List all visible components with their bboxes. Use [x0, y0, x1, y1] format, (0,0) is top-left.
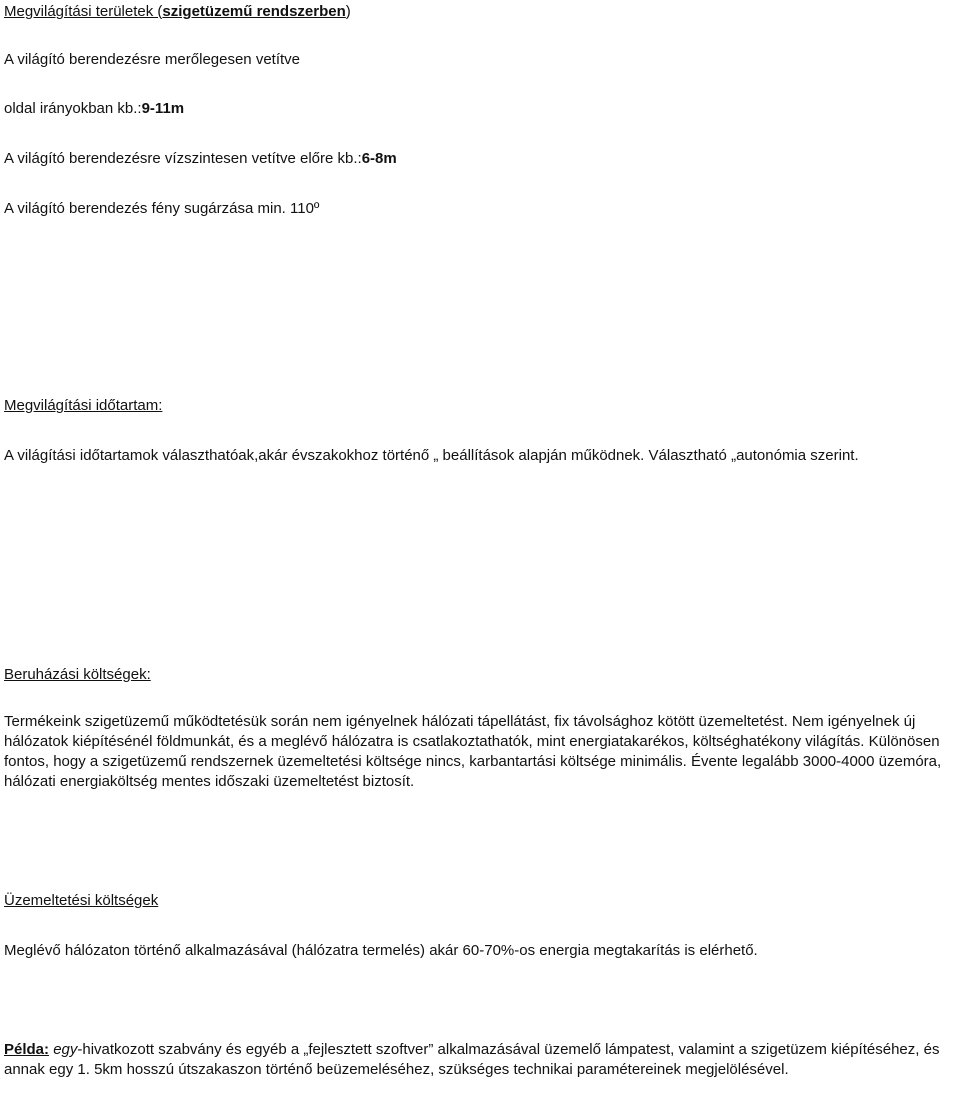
- operating-costs-heading: Üzemeltetési költségek: [4, 892, 159, 909]
- duration-paragraph: A világítási időtartamok választhatóak,akár évszakokhoz történő „ beállítások alapján működnek. Választható „autonómia szerint.: [4, 447, 859, 464]
- duration-heading: Megvilágítási időtartam:: [4, 397, 163, 414]
- investment-heading: Beruházási költségek:: [4, 666, 151, 683]
- lighting-area-line-1: A világító berendezésre merőlegesen vetítve: [4, 51, 301, 68]
- example-italic: egy: [53, 1041, 78, 1058]
- forward-direction-value: 6-8m: [361, 150, 397, 167]
- heading-part-2: szigetüzemű rendszerben: [162, 3, 346, 20]
- lighting-area-line-2: [4, 99, 184, 119]
- side-direction-label: oldal irányokban kb.:: [4, 100, 142, 117]
- beam-angle-text: A világító berendezés fény sugárzása min. 110º: [4, 200, 320, 217]
- investment-paragraph: Termékeink szigetüzemű működtetésük során nem igényelnek hálózati tápellátást, fix távolsághoz kötött üzemeltetést. Nem igényelnek új hálózatok kiépítésénél földmunkát, és a meglévő hálózatra is csatlakoztathatók, mint energiatakarékos, költséghatékony világítás. Különösen fontos, hogy a szigetüzemű rendszernek üzemeltetési költsége nincs, karbantartási költsége minimális. Évente legalább 3000-4000 üzemóra, hálózati energiaköltség mentes időszaki üzemeltetést biztosít.: [4, 713, 942, 790]
- forward-direction-label: A világító berendezésre vízszintesen vetítve előre kb.:: [4, 150, 362, 167]
- side-direction-value: 9-11m: [141, 100, 185, 117]
- operating-costs-paragraph: Meglévő hálózaton történő alkalmazásával (hálózatra termelés) akár 60-70%-os energia megtakarítás is elérhető.: [4, 942, 758, 959]
- heading-part-1: Megvilágítási területek (: [4, 3, 163, 20]
- heading-part-3: ): [345, 3, 351, 20]
- lighting-area-line-3: [4, 149, 397, 169]
- example-label: Példa:: [4, 1041, 50, 1058]
- lighting-area-line-4: [4, 199, 319, 219]
- example-text: -hivatkozott szabvány és egyéb a „fejlesztett szoftver” alkalmazásával üzemelő lámpatest, valamint a szigetüzem kiépítéséhez, és annak egy 1. 5km hosszú útszakaszon történő beüzemeléséhez, szükséges technikai paramétereinek megjelölésével.: [4, 1041, 940, 1078]
- example-paragraph: [4, 1040, 960, 1080]
- lighting-areas-heading: [4, 2, 351, 22]
